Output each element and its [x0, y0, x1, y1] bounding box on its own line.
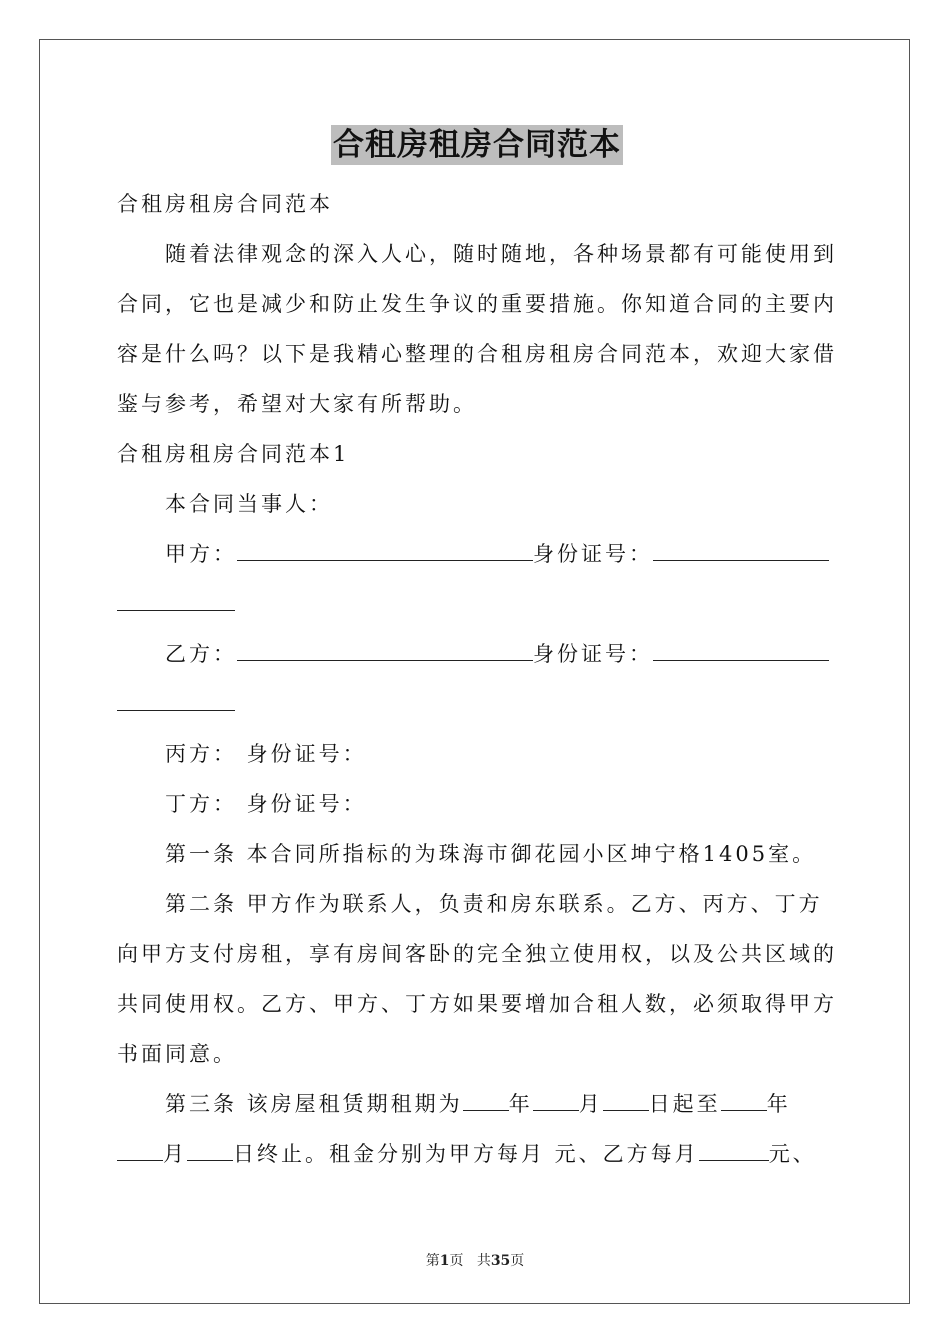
article-3-line-2	[117, 1129, 837, 1179]
page-number: 1	[439, 1253, 450, 1269]
party-a-id-blank	[653, 544, 829, 561]
party-b-label: 乙方：	[165, 642, 237, 666]
page-footer	[0, 1250, 950, 1270]
month-label-2: 月	[163, 1142, 187, 1166]
title-wrap	[117, 125, 837, 171]
end-year-blank	[721, 1094, 767, 1111]
start-day-blank	[603, 1094, 649, 1111]
article-3-line-1	[117, 1079, 837, 1129]
party-a-line	[117, 529, 837, 579]
start-month-blank	[533, 1094, 579, 1111]
party-b-id-label: 身份证号：	[533, 642, 653, 666]
year-label-2: 年	[766, 1092, 791, 1116]
subtitle: 合租房租房合同范本	[117, 192, 333, 216]
end-month-blank	[117, 1144, 163, 1161]
total-prefix: 共	[476, 1253, 491, 1269]
party-b-id-blank	[653, 644, 829, 661]
party-a-continuation	[117, 579, 837, 629]
article-1: 第一条 本合同所指标的为珠海市御花园小区坤宁格1405室。	[165, 842, 817, 866]
party-a-label: 甲方：	[165, 542, 237, 566]
intro-line-1: 随着法律观念的深入人心，随时随地，各种场景都有可能使用到	[165, 242, 837, 266]
parties-intro: 本合同当事人：	[165, 492, 333, 516]
document-title: 合租房租房合同范本	[333, 127, 621, 163]
article-3-prefix: 第三条 该房屋租赁期租期为	[165, 1092, 463, 1116]
intro-line-4: 鉴与参考，希望对大家有所帮助。	[117, 392, 477, 416]
total-pages: 35	[490, 1253, 511, 1269]
intro-line-3: 容是什么吗？以下是我精心整理的合租房租房合同范本，欢迎大家借	[117, 342, 837, 366]
party-d-line: 丁方： 身份证号：	[165, 792, 367, 816]
party-c-line: 丙方： 身份证号：	[165, 742, 367, 766]
party-b-continuation	[117, 679, 837, 729]
article-2-line-3: 共同使用权。乙方、甲方、丁方如果要增加合租人数，必须取得甲方	[117, 992, 837, 1016]
intro-line-2: 合同，它也是减少和防止发生争议的重要措施。你知道合同的主要内	[117, 292, 837, 316]
party-a-name-blank	[237, 544, 533, 561]
party-a-id-label: 身份证号：	[533, 542, 653, 566]
page-suffix: 页	[449, 1253, 464, 1269]
section-heading: 合租房租房合同范本1	[117, 442, 350, 466]
end-day-blank	[187, 1144, 233, 1161]
day-end-label: 日终止。租金分别为甲方每月 元、乙方每月	[233, 1142, 699, 1166]
article-2-line-2: 向甲方支付房租，享有房间客卧的完全独立使用权，以及公共区域的	[117, 942, 837, 966]
rent-b-blank	[699, 1144, 769, 1161]
day-from-label: 日起至	[648, 1092, 721, 1116]
document-body	[117, 125, 837, 1179]
start-year-blank	[463, 1094, 509, 1111]
page-prefix: 第	[425, 1253, 440, 1269]
year-label-1: 年	[508, 1092, 533, 1116]
party-b-id-blank-cont	[117, 694, 235, 711]
article-2-line-4: 书面同意。	[117, 1042, 237, 1066]
article-2-line-1: 第二条 甲方作为联系人，负责和房东联系。乙方、丙方、丁方	[165, 892, 823, 916]
party-b-line	[117, 629, 837, 679]
party-b-name-blank	[237, 644, 533, 661]
party-a-id-blank-cont	[117, 594, 235, 611]
yuan-label: 元、	[768, 1142, 817, 1166]
month-label-1: 月	[578, 1092, 603, 1116]
total-suffix: 页	[510, 1253, 525, 1269]
